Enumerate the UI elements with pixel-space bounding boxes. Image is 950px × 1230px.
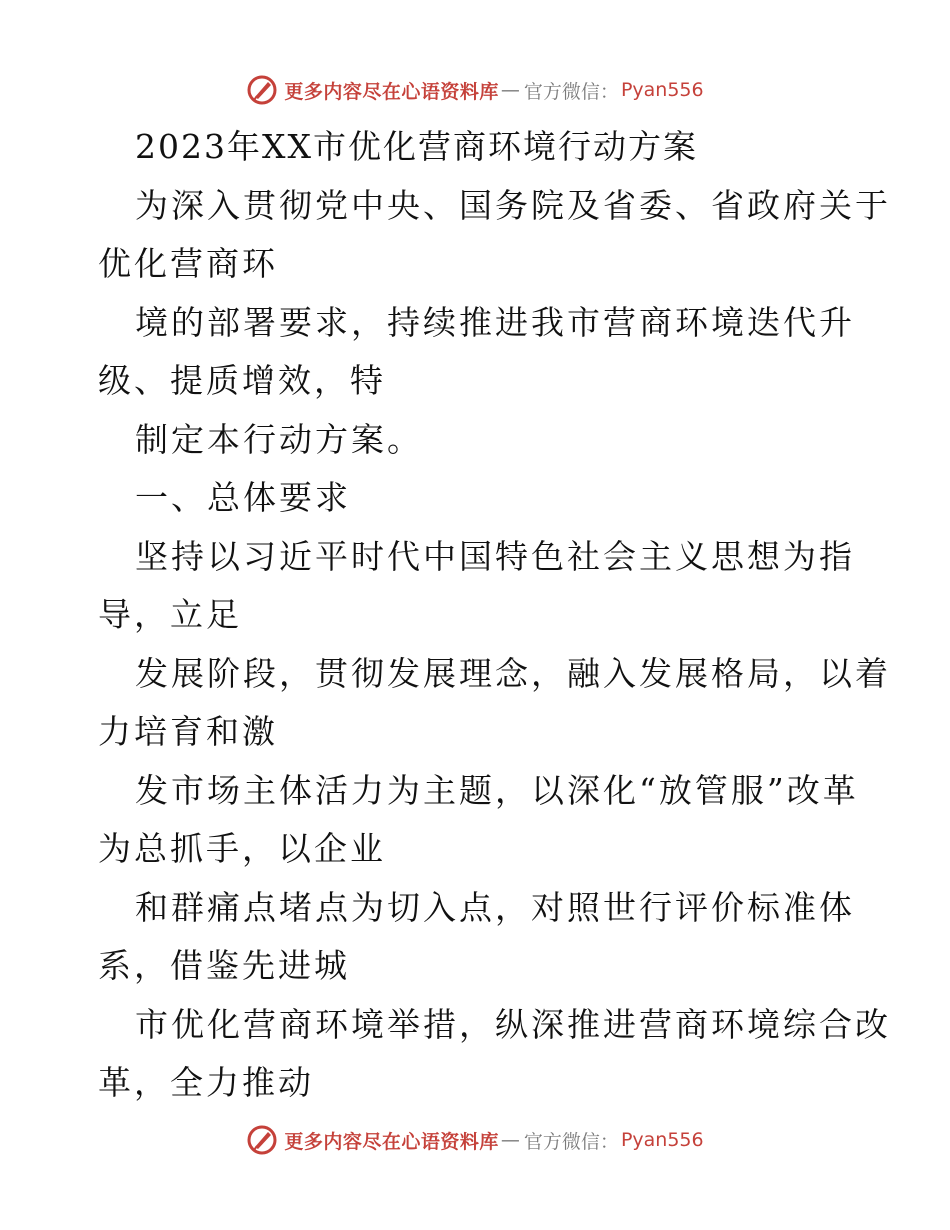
quill-logo-icon bbox=[246, 74, 278, 106]
section-heading: 一、总体要求 bbox=[135, 478, 351, 517]
document-title: 2023年XX市优化营商环境行动方案 bbox=[135, 127, 698, 166]
banner-separator: — bbox=[500, 1129, 520, 1151]
paragraph-line: 力培育和激 bbox=[98, 712, 278, 751]
paragraph-line: 境的部署要求，持续推进我市营商环境迭代升 bbox=[135, 302, 855, 342]
banner-label: 官方微信： bbox=[523, 80, 619, 103]
paragraph-line: 和群痛点堵点为切入点，对照世行评价标准体 bbox=[135, 887, 855, 927]
header-banner bbox=[0, 70, 950, 110]
paragraph-line: 发展阶段，贯彻发展理念，融入发展格局，以着 bbox=[135, 653, 891, 693]
paragraph-line: 为深入贯彻党中央、国务院及省委、省政府关于 bbox=[135, 185, 891, 225]
paragraph-line: 市优化营商环境举措，纵深推进营商环境综合改 bbox=[135, 1004, 891, 1044]
banner-wechat-id: Pyan556 bbox=[620, 1129, 704, 1151]
paragraph-line: 革，全力推动 bbox=[98, 1063, 314, 1102]
quill-logo-icon bbox=[246, 1124, 278, 1156]
paragraph-line: 导，立足 bbox=[98, 595, 242, 634]
banner-main-text: 更多内容尽在心语资料库 bbox=[284, 80, 499, 103]
banner-label: 官方微信： bbox=[523, 1130, 619, 1153]
paragraph-line: 为总抓手，以企业 bbox=[98, 829, 386, 868]
footer-banner bbox=[0, 1120, 950, 1160]
banner-separator: — bbox=[500, 79, 520, 101]
banner-main-text: 更多内容尽在心语资料库 bbox=[284, 1130, 499, 1153]
paragraph-line: 系，借鉴先进城 bbox=[98, 946, 350, 985]
document-body bbox=[98, 118, 891, 1113]
paragraph-line: 级、提质增效，特 bbox=[98, 361, 386, 400]
paragraph-line: 发市场主体活力为主题，以深化“放管服”改革 bbox=[135, 770, 859, 810]
paragraph-line: 优化营商环 bbox=[98, 244, 278, 283]
paragraph-line: 制定本行动方案。 bbox=[135, 419, 423, 459]
paragraph-line: 坚持以习近平时代中国特色社会主义思想为指 bbox=[135, 536, 855, 576]
banner-wechat-id: Pyan556 bbox=[620, 79, 704, 101]
